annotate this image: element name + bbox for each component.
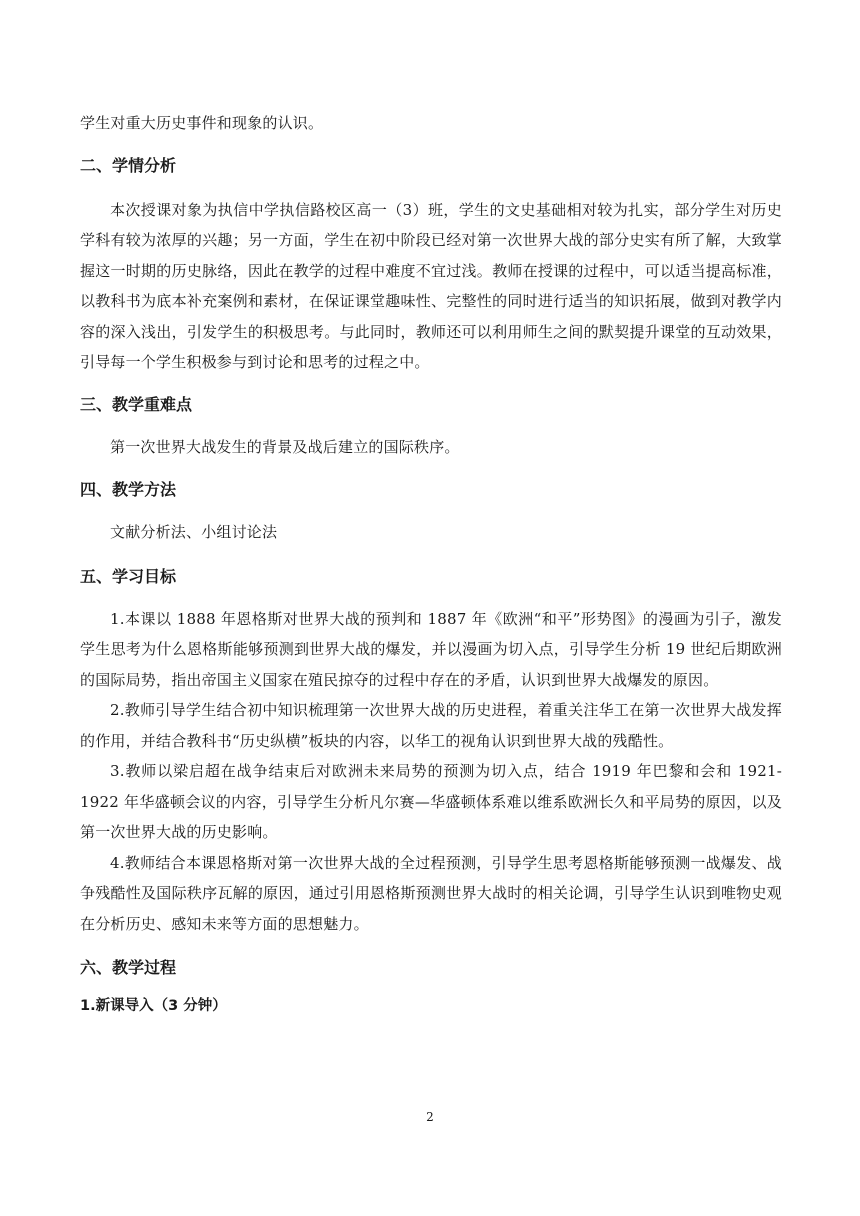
- student-analysis-paragraph: 本次授课对象为执信中学执信路校区高一（3）班，学生的文史基础相对较为扎实，部分学生对历史学科有较为浓厚的兴趣；另一方面，学生在初中阶段已经对第一次世界大战的部分史实有所了解，大致掌握这一时期的历史脉络，因此在教学的过程中难度不宜过浅。教师在授课的过程中，可以适当提高标准，以教科书为底本补充案例和素材，在保证课堂趣味性、完整性的同时进行适当的知识拓展，做到对教学内容的深入浅出，引发学生的积极思考。与此同时，教师还可以利用师生之间的默契提升课堂的互动效果，引导每一个学生积极参与到讨论和思考的过程之中。: [80, 200, 782, 371]
- key-points-paragraph: 第一次世界大战发生的背景及战后建立的国际秩序。: [110, 437, 460, 456]
- page-number: 2: [426, 1110, 434, 1124]
- section-heading-learning-objectives: 五、学习目标: [80, 566, 177, 586]
- document-page: [80, 108, 782, 1021]
- learning-objective-3: 3.教师以梁启超在战争结束后对欧洲未来局势的预测为切入点，结合 1919 年巴黎和会和 1921-1922 年华盛顿会议的内容，引导学生分析凡尔赛—华盛顿体系难以维系欧洲长久和平局势的原因，以及第一次世界大战的历史影响。: [80, 762, 782, 841]
- subheading-lesson-intro: 1.新课导入（3 分钟）: [80, 998, 227, 1014]
- section-heading-teaching-process: 六、教学过程: [80, 958, 177, 977]
- section-heading-student-analysis: 二、学情分析: [80, 155, 177, 175]
- section-heading-key-points: 三、教学重难点: [80, 394, 193, 414]
- learning-objective-4: 4.教师结合本课恩格斯对第一次世界大战的全过程预测，引导学生思考恩格斯能够预测一战爆发、战争残酷性及国际秩序瓦解的原因，通过引用恩格斯预测世界大战时的相关论调，引导学生认识到唯物史观在分析历史、感知未来等方面的思想魅力。: [80, 853, 782, 933]
- learning-objective-2: 2.教师引导学生结合初中知识梳理第一次世界大战的历史进程，着重关注华工在第一次世界大战发挥的作用，并结合教科书“历史纵横”板块的内容，以华工的视角认识到世界大战的残酷性。: [80, 701, 782, 750]
- learning-objective-1: 1.本课以 1888 年恩格斯对世界大战的预判和 1887 年《欧洲“和平”形势图》的漫画为引子，激发学生思考为什么恩格斯能够预测到世界大战的爆发，并以漫画为切入点，引导学生分析 19 世纪后期欧洲的国际局势，指出帝国主义国家在殖民掠夺的过程中存在的矛盾，认识到世界大战爆发的原因。: [80, 609, 782, 689]
- section-heading-teaching-methods: 四、教学方法: [80, 480, 177, 499]
- intro-tail-text: 学生对重大历史事件和现象的认识。: [80, 114, 324, 132]
- teaching-methods-paragraph: 文献分析法、小组讨论法: [110, 523, 278, 541]
